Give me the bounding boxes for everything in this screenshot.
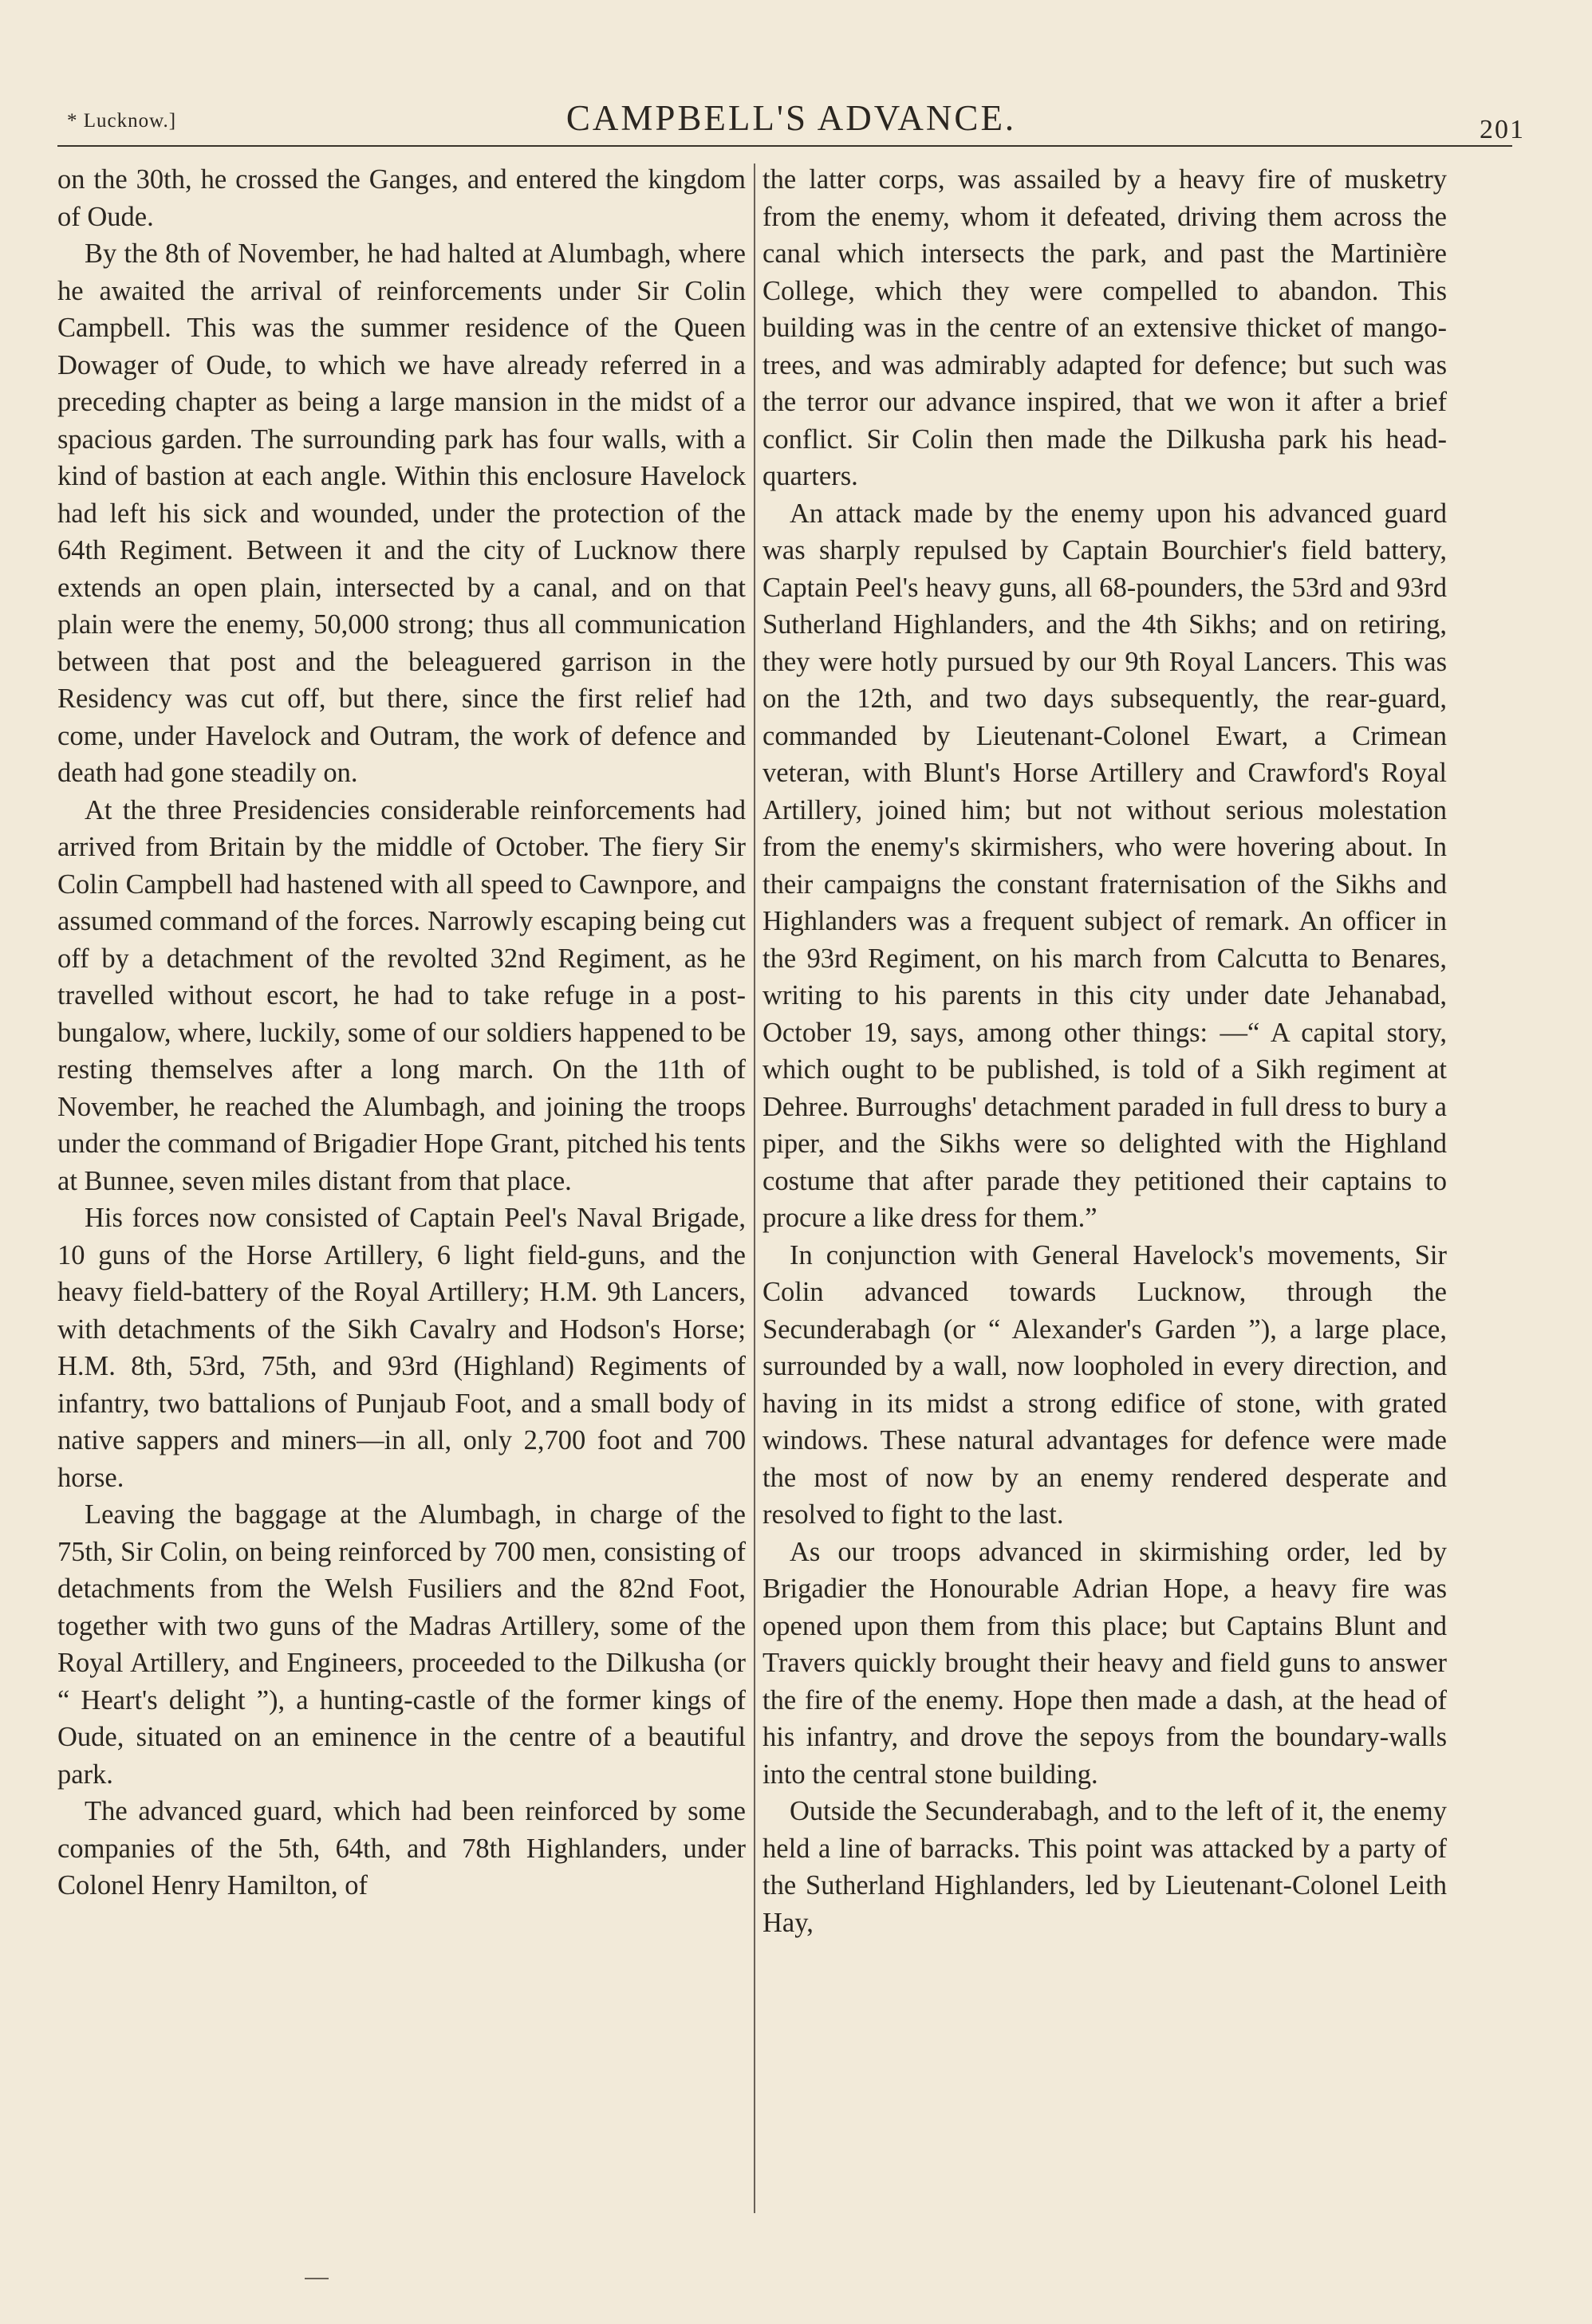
paragraph: The advanced guard, which had been reinforced by some companies of the 5th, 64th, and 78th Highlanders, under Colonel Henry Hamilton, of bbox=[57, 1796, 746, 1901]
paragraph: on the 30th, he crossed the Ganges, and entered the kingdom of Oude. bbox=[57, 164, 746, 232]
page-title: CAMPBELL'S ADVANCE. bbox=[565, 98, 1017, 138]
section-marker: * Lucknow.] bbox=[67, 110, 177, 132]
paragraph: An attack made by the enemy upon his advanced guard was sharply repulsed by Captain Bourchier's field battery, Captain Peel's heavy guns, all 68-pounders, the 53rd and 93rd Sutherland Highlanders, and the 4th Sikhs; and on retiring, they were hotly pursued by our 9th Royal Lancers. This was on the 12th, and two days subsequently, the rear-guard, commanded by Lieutenant-Colonel Ewart, a Crimean veteran, with Blunt's Horse Artillery and Crawford's Royal Artillery, joined him; but not without serious molestation from the enemy's skirmishers, who were hovering about. In their campaigns the constant fraternisation of the Sikhs and Highlanders was a frequent subject of remark. An officer in the 93rd Regiment, on his march from Calcutta to Benares, writing to his parents in this city under date Jehanabad, October 19, says, among other things: —“ A capital story, which ought to be published, is told of a Sikh regiment at Dehree. Burroughs' detachment paraded in full dress to bury a piper, and the Sikhs were so delighted with the Highland costume that after parade they petitioned their captains to procure a like dress for them.” bbox=[763, 498, 1447, 1233]
paragraph: His forces now consisted of Captain Peel's Naval Brigade, 10 guns of the Horse Artillery, 6 light field-guns, and the heavy field-battery of the Royal Artillery; H.M. 9th Lancers, with detachments of the Sikh Cavalry and Hodson's Horse; H.M. 8th, 53rd, 75th, and 93rd (Highland) Regiments of infantry, two battalions of Punjaub Foot, and a small body of native sappers and miners—in all, only 2,700 foot and 700 horse. bbox=[57, 1203, 746, 1493]
paragraph: the latter corps, was assailed by a heavy fire of musketry from the enemy, whom it defeated, driving them across the canal which intersects the park, and past the Martinière College, which they were compelled to abandon. This building was in the centre of an extensive thicket of mango-trees, and was admirably adapted for defence; but such was the terror our advance inspired, that we won it after a brief conflict. Sir Colin then made the Dilkusha park his head-quarters. bbox=[763, 164, 1447, 491]
paragraph: As our troops advanced in skirmishing order, led by Brigadier the Honourable Adrian Hope, a heavy fire was opened upon them from this place; but Captains Blunt and Travers quickly brought their heavy and field guns to answer the fire of the enemy. Hope then made a dash, at the head of his infantry, and drove the sepoys from the boundary-walls into the central stone building. bbox=[763, 1536, 1447, 1790]
paragraph: Outside the Secunderabagh, and to the left of it, the enemy held a line of barracks. This point was attacked by a party of the Sutherland Highlanders, led by Lieutenant-Colonel Leith Hay, bbox=[763, 1796, 1447, 1938]
left-column bbox=[57, 161, 746, 1904]
column-divider bbox=[754, 163, 755, 2213]
footer-mark bbox=[305, 2278, 329, 2279]
running-header bbox=[57, 94, 1525, 147]
paragraph: Leaving the baggage at the Alumbagh, in charge of the 75th, Sir Colin, on being reinforced by 700 men, consisting of detachments from the Welsh Fusiliers and the 82nd Foot, together with two guns of the Madras Artillery, some of the Royal Artillery, and Engineers, proceeded to the Dilkusha (or “ Heart's delight ”), a hunting-castle of the former kings of Oude, situated on an eminence in the centre of a beautiful park. bbox=[57, 1499, 746, 1790]
right-column bbox=[763, 161, 1447, 1941]
header-rule bbox=[57, 145, 1512, 147]
paragraph: By the 8th of November, he had halted at Alumbagh, where he awaited the arrival of reinforcements under Sir Colin Campbell. This was the summer residence of the Queen Dowager of Oude, to which we have already referred in a preceding chapter as being a large mansion in the midst of a spacious garden. The surrounding park has four walls, with a kind of bastion at each angle. Within this enclosure Havelock had left his sick and wounded, under the protection of the 64th Regiment. Between it and the city of Lucknow there extends an open plain, intersected by a canal, and on that plain were the enemy, 50,000 strong; thus all communication between that post and the beleaguered garrison in the Residency was cut off, but there, since the first relief had come, under Havelock and Outram, the work of defence and death had gone steadily on. bbox=[57, 238, 746, 788]
paragraph: In conjunction with General Havelock's movements, Sir Colin advanced towards Lucknow, through the Secunderabagh (or “ Alexander's Garden ”), a large place, surrounded by a wall, now loopholed in every direction, and having in its midst a strong edifice of stone, with grated windows. These natural advantages for defence were made the most of now by an enemy rendered desperate and resolved to fight to the last. bbox=[763, 1239, 1447, 1530]
paragraph: At the three Presidencies considerable reinforcements had arrived from Britain by the middle of October. The fiery Sir Colin Campbell had hastened with all speed to Cawnpore, and assumed command of the forces. Narrowly escaping being cut off by a detachment of the revolted 32nd Regiment, as he travelled without escort, he had to take refuge in a post-bungalow, where, luckily, some of our soldiers happened to be resting themselves after a long march. On the 11th of November, he reached the Alumbagh, and joining the troops under the command of Brigadier Hope Grant, pitched his tents at Bunnee, seven miles distant from that place. bbox=[57, 794, 746, 1196]
page-number: 201 bbox=[1480, 115, 1525, 144]
